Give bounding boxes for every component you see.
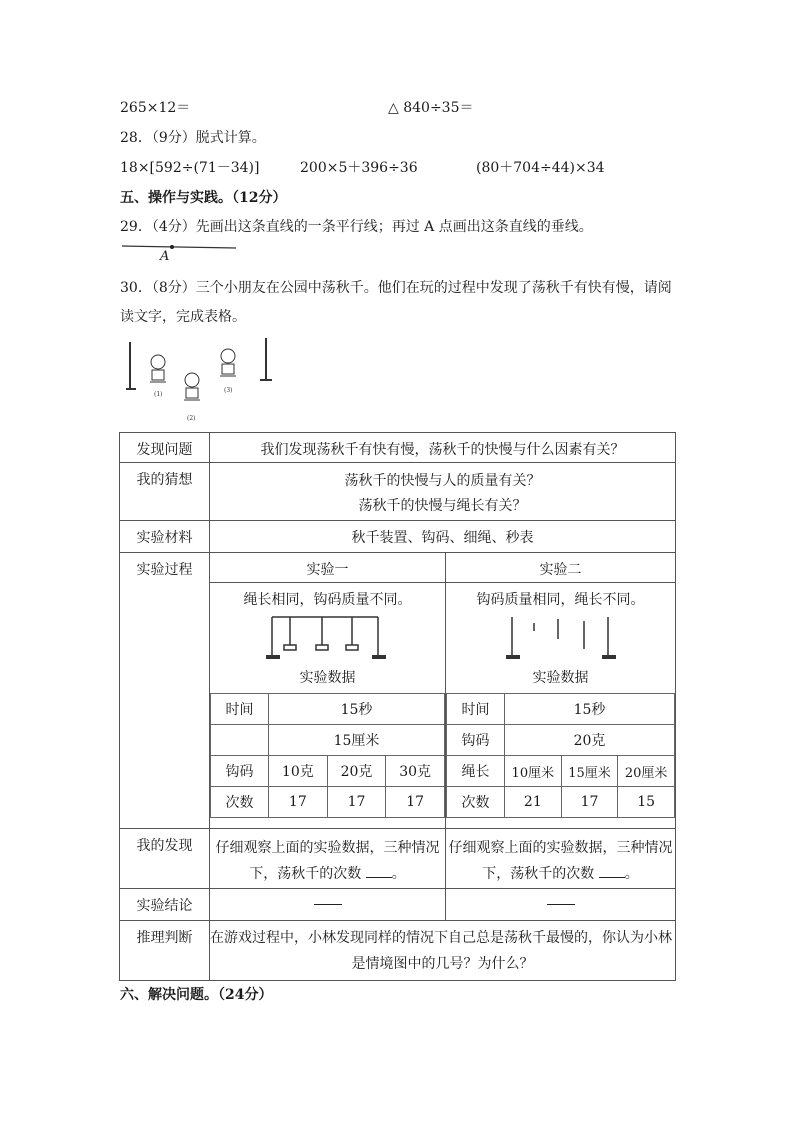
calc-item-1: 265×12＝	[120, 100, 191, 116]
inference-line-2: 是情境图中的几号？为什么？	[351, 956, 534, 972]
exp1-cell	[210, 583, 446, 829]
swing-illustration	[120, 334, 280, 426]
q28-title: 28．（9分）脱式计算。	[120, 130, 266, 146]
row-conclusion	[120, 889, 676, 921]
exp1-weight-1: 10克	[269, 756, 328, 787]
exp2-count-2: 17	[561, 787, 618, 818]
exp1-weight-2: 20克	[327, 756, 386, 787]
experiment-table	[119, 432, 676, 981]
exp1-weight-label: 钩码	[211, 756, 269, 787]
q28-expr-1: 18×[592÷(71－34)]	[120, 160, 260, 176]
exp1-length-value: 15厘米	[269, 725, 445, 756]
exp1-finding-line-2	[210, 861, 445, 887]
finding-label: 我的发现	[120, 829, 210, 889]
exp2-count-1: 21	[505, 787, 562, 818]
exp2-finding	[446, 829, 676, 889]
conclusion-label: 实验结论	[120, 889, 210, 921]
q29-point-label: A	[160, 249, 170, 264]
exp1-time-label: 时间	[211, 694, 269, 725]
exp2-weight-value: 20克	[505, 725, 675, 756]
exp2-finding-line-2	[446, 861, 675, 887]
q29-straight-line	[122, 246, 236, 248]
exp2-data-table	[446, 693, 675, 818]
exp2-conclusion-blank[interactable]	[547, 894, 575, 905]
exp2-title: 实验二	[446, 553, 676, 583]
exp1-title: 实验一	[210, 553, 446, 583]
q28-expr-2: 200×5＋396÷36	[300, 160, 418, 176]
q29-line-figure	[120, 238, 240, 262]
exp1-count-2: 17	[327, 787, 386, 818]
exp2-time-label: 时间	[447, 694, 505, 725]
exp2-answer-blank[interactable]	[599, 865, 625, 878]
exp1-finding-line-1: 仔细观察上面的实验数据，三种情况	[215, 840, 440, 856]
exp2-length-2: 15厘米	[561, 756, 618, 787]
child-1-icon	[150, 355, 166, 382]
exp1-data-table	[210, 693, 445, 818]
exp2-length-1: 10厘米	[505, 756, 562, 787]
fig-label-2: (2)	[187, 415, 196, 422]
exp2-finding-text: 下，荡秋千的次数	[482, 866, 595, 882]
materials-text: 秋千装置、钩码、细绳、秒表	[210, 521, 676, 553]
guess-label: 我的猜想	[120, 463, 210, 521]
child-3-icon	[220, 349, 236, 376]
exp1-conclusion[interactable]	[210, 889, 446, 921]
exp1-apparatus-icon	[210, 609, 444, 663]
fig-label-3: (3)	[224, 387, 233, 394]
q30-line-1: 30．（8分）三个小朋友在公园中荡秋千。他们在玩的过程中发现了荡秋千有快有慢，请阅	[120, 280, 672, 296]
row-problem	[120, 433, 676, 463]
exp2-finding-line-1: 仔细观察上面的实验数据，三种情况	[448, 840, 673, 856]
row-inference	[120, 921, 676, 981]
row-materials	[120, 521, 676, 553]
row-finding	[120, 829, 676, 889]
row-guess	[120, 463, 676, 521]
exp2-time-value: 15秒	[505, 694, 675, 725]
q28-expr-3: (80＋704÷44)×34	[476, 160, 605, 176]
problem-label: 发现问题	[120, 433, 210, 463]
exp2-finding-end: 。	[624, 866, 639, 882]
section5-title: 五、操作与实践。（12分）	[120, 190, 287, 206]
materials-label: 实验材料	[120, 521, 210, 553]
exp2-conclusion[interactable]	[446, 889, 676, 921]
exp2-apparatus-icon	[446, 609, 674, 663]
exp1-finding-text: 下，荡秋千的次数	[249, 866, 362, 882]
exp1-time-value: 15秒	[269, 694, 445, 725]
q29-point-a	[170, 245, 174, 249]
exp2-length-label: 绳长	[447, 756, 505, 787]
inference-cell	[210, 921, 676, 981]
exp1-desc: 绳长相同，钩码质量不同。	[243, 592, 412, 608]
exp2-desc: 钩码质量相同，绳长不同。	[476, 592, 645, 608]
guess-line-1: 荡秋千的快慢与人的质量有关？	[344, 473, 541, 489]
guess-cell	[210, 463, 676, 521]
q29-title: 29．（4分）先画出这条直线的一条平行线；再过 A 点画出这条直线的垂线。	[120, 219, 593, 235]
section6-title: 六、解决问题。（24分）	[120, 987, 273, 1003]
fig-label-1: (1)	[154, 391, 163, 398]
inference-line-1: 在游戏过程中，小林发现同样的情况下自己总是荡秋千最慢的，你认为小林	[210, 930, 672, 946]
exp1-answer-blank[interactable]	[366, 865, 392, 878]
exp1-data-title: 实验数据	[299, 670, 356, 686]
process-label: 实验过程	[120, 553, 210, 829]
exp2-data-title: 实验数据	[532, 670, 589, 686]
row-process-header	[120, 553, 676, 583]
exp1-finding-end: 。	[391, 866, 406, 882]
exp2-length-3: 20厘米	[618, 756, 675, 787]
exp1-length-label	[211, 725, 269, 756]
exp2-weight-label: 钩码	[447, 725, 505, 756]
exp1-count-label: 次数	[211, 787, 269, 818]
exp1-count-3: 17	[386, 787, 445, 818]
child-2-icon	[184, 373, 200, 400]
exp1-conclusion-blank[interactable]	[314, 894, 342, 905]
calc-item-2: △ 840÷35＝	[388, 100, 474, 116]
exp1-count-1: 17	[269, 787, 328, 818]
exp2-cell	[446, 583, 676, 829]
exp2-count-label: 次数	[447, 787, 505, 818]
exp2-count-3: 15	[618, 787, 675, 818]
guess-line-2: 荡秋千的快慢与绳长有关？	[358, 498, 527, 514]
exp1-weight-3: 30克	[386, 756, 445, 787]
q30-line-2: 读文字，完成表格。	[120, 309, 246, 325]
problem-text: 我们发现荡秋千有快有慢，荡秋千的快慢与什么因素有关？	[210, 433, 676, 463]
exp1-finding	[210, 829, 446, 889]
inference-label: 推理判断	[120, 921, 210, 981]
